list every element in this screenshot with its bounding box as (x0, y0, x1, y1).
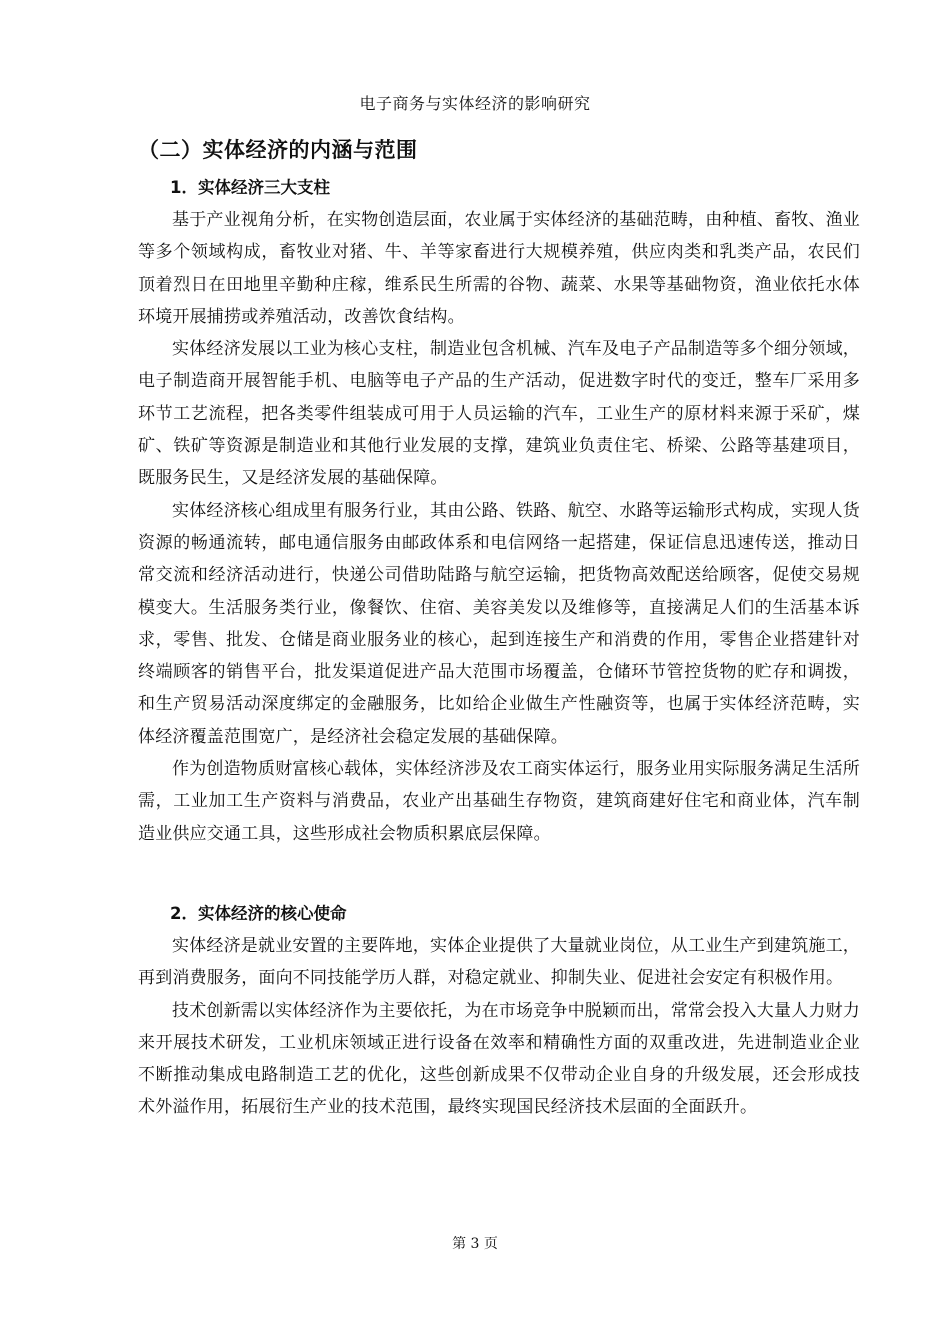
running-header: 电子商务与实体经济的影响研究 (359, 94, 591, 113)
subsection-2 (138, 898, 860, 1124)
page-number: 第 3 页 (452, 1236, 498, 1252)
paragraph: 实体经济是就业安置的主要阵地，实体企业提供了大量就业岗位，从工业生产到建筑施工，再到消费服务，面向不同技能学历人群，对稳定就业、抑制失业、促进社会安定有积极作用。 (138, 936, 860, 989)
paragraph: 技术创新需以实体经济作为主要依托，为在市场竞争中脱颖而出，常常会投入大量人力财力来开展技术研发，工业机床领域正进行设备在效率和精确性方面的双重改进，先进制造业企业不断推动集成电路制造工艺的优化，这些创新成果不仅带动企业自身的升级发展，还会形成技术外溢作用，拓展衍生产业的技术范围，最终实现国民经济技术层面的全面跃升。 (138, 1000, 860, 1118)
paragraph: 基于产业视角分析，在实物创造层面，农业属于实体经济的基础范畴，由种植、畜牧、渔业等多个领域构成，畜牧业对猪、牛、羊等家畜进行大规模养殖，供应肉类和乳类产品，农民们顶着烈日在田地里辛勤种庄稼，维系民生所需的谷物、蔬菜、水果等基础物资，渔业依托水体环境开展捕捞或养殖活动，改善饮食结构。 (138, 210, 860, 327)
subsection-heading: 1．实体经济三大支柱 (170, 178, 330, 197)
paragraph: 实体经济发展以工业为核心支柱，制造业包含机械、汽车及电子产品制造等多个细分领域，电子制造商开展智能手机、电脑等电子产品的生产活动，促进数字时代的变迁，整车厂采用多环节工艺流程，把各类零件组装成可用于人员运输的汽车，工业生产的原材料来源于采矿，煤矿、铁矿等资源是制造业和其他行业发展的支撑，建筑业负责住宅、桥梁、公路等基建项目，既服务民生，又是经济发展的基础保障。 (138, 339, 860, 489)
subsection-1 (138, 172, 860, 850)
paragraph: 实体经济核心组成里有服务行业，其由公路、铁路、航空、水路等运输形式构成，实现人货资源的畅通流转，邮电通信服务由邮政体系和电信网络一起搭建，保证信息迅速传送，推动日常交流和经济活动进行，快递公司借助陆路与航空运输，把货物高效配送给顾客，促使交易规模变大。生活服务类行业，像餐饮、住宿、美容美发以及维修等，直接满足人们的生活基本诉求，零售、批发、仓储是商业服务业的核心，起到连接生产和消费的作用，零售企业搭建针对终端顾客的销售平台，批发渠道促进产品大范围市场覆盖，仓储环节管控货物的贮存和调拨，和生产贸易活动深度绑定的金融服务，比如给企业做生产性融资等，也属于实体经济范畴，实体经济覆盖范围宽广，是经济社会稳定发展的基础保障。 (138, 500, 860, 747)
paragraph: 作为创造物质财富核心载体，实体经济涉及农工商实体运行，服务业用实际服务满足生活所需，工业加工生产资料与消费品，农业产出基础生存物资，建筑商建好住宅和商业体，汽车制造业供应交通工具，这些形成社会物质积累底层保障。 (138, 759, 860, 844)
subsection-heading: 2．实体经济的核心使命 (170, 904, 347, 923)
section-heading: （二）实体经济的内涵与范围 (138, 138, 418, 162)
